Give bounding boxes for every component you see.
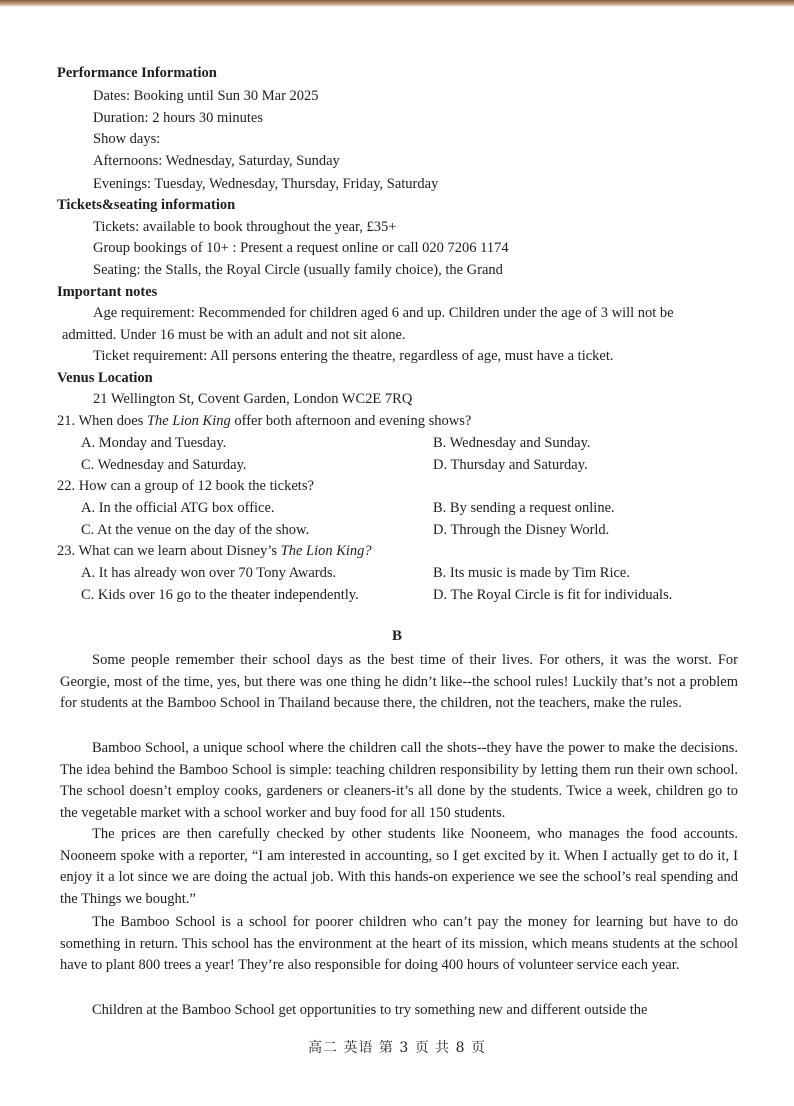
- tickets-group: Group bookings of 10+ : Present a request online or call 020 7206 1174: [93, 240, 509, 256]
- question-21: 21. When does The Lion King offer both afternoon and evening shows?: [57, 413, 472, 429]
- performance-dates: Dates: Booking until Sun 30 Mar 2025: [93, 88, 319, 104]
- tickets-seating: Seating: the Stalls, the Royal Circle (usually family choice), the Grand: [93, 262, 503, 278]
- location-address: 21 Wellington St, Covent Garden, London WC2E 7RQ: [93, 391, 413, 407]
- performance-duration: Duration: 2 hours 30 minutes: [93, 110, 263, 126]
- notes-heading: Important notes: [57, 284, 158, 300]
- passage-paragraph-5: Children at the Bamboo School get opportunities to try something new and different outside the: [92, 1002, 648, 1018]
- q21-option-d: D. Thursday and Saturday.: [433, 457, 588, 473]
- location-heading: Venus Location: [57, 370, 153, 386]
- q22-option-a: A. In the official ATG box office.: [81, 500, 275, 516]
- passage-paragraph-1: Some people remember their school days as the best time of their lives. For others, it was the worst. For Georgie, most of the time, yes, but there was one thing he didn’t like--the school rules! Luckily that’s not a problem for students at the Bamboo School in Thailand because there, the children, not the teachers, make the rules.: [60, 652, 738, 712]
- q22-option-b: B. By sending a request online.: [433, 500, 615, 516]
- question-22: 22. How can a group of 12 book the tickets?: [57, 478, 314, 494]
- q23-option-b: B. Its music is made by Tim Rice.: [433, 565, 630, 581]
- q23-option-a: A. It has already won over 70 Tony Awards.: [81, 565, 337, 581]
- performance-afternoons: Afternoons: Wednesday, Saturday, Sunday: [93, 153, 340, 169]
- question-23: 23. What can we learn about Disney’s The Lion King?: [57, 543, 372, 559]
- passage-paragraph-3: The prices are then carefully checked by other students like Nooneem, who manages the food accounts. Nooneem spoke with a reporter, “I am interested in accounting, so I get excited by it. When I actually get to do it, I enjoy it a lot since we are doing the actual job. With this hands-on experience we see the school’s real spending and the Things we bought.”: [60, 826, 738, 907]
- q22-option-c: C. At the venue on the day of the show.: [81, 522, 310, 538]
- passage-paragraph-4: The Bamboo School is a school for poorer children who can’t pay the money for learning but have to do something in return. This school has the environment at the heart of its mission, which means students at the school have to plant 800 trees a year! They’re also responsible for doing 400 hours of volunteer service each year.: [60, 914, 738, 974]
- q21-option-b: B. Wednesday and Sunday.: [433, 435, 591, 451]
- notes-age-line1: Age requirement: Recommended for children aged 6 and up. Children under the age of 3 will not be: [93, 305, 674, 321]
- q23-option-c: C. Kids over 16 go to the theater independently.: [81, 587, 359, 603]
- performance-heading: Performance Information: [57, 65, 217, 81]
- passage-paragraph-2: Bamboo School, a unique school where the children call the shots--they have the power to make the decisions. The idea behind the Bamboo School is simple: teaching children responsibility by letting them run their own school. The school doesn’t employ cooks, gardeners or cleaners-it’s all done by the students. Twice a week, children go to the vegetable market with a school worker and buy food for all 150 students.: [60, 740, 738, 821]
- performance-evenings: Evenings: Tuesday, Wednesday, Thursday, Friday, Saturday: [93, 176, 439, 192]
- page-footer: 高二 英语 第 3 页 共 8 页: [308, 1040, 486, 1056]
- performance-show-days: Show days:: [93, 131, 161, 147]
- notes-ticket-requirement: Ticket requirement: All persons entering the theatre, regardless of age, must have a ticket.: [93, 348, 614, 364]
- q21-option-c: C. Wednesday and Saturday.: [81, 457, 247, 473]
- notes-age-line2: admitted. Under 16 must be with an adult and not sit alone.: [62, 327, 406, 343]
- q21-option-a: A. Monday and Tuesday.: [81, 435, 227, 451]
- tickets-heading: Tickets&seating information: [57, 197, 236, 213]
- q23-option-d: D. The Royal Circle is fit for individuals.: [433, 587, 673, 603]
- tickets-availability: Tickets: available to book throughout the year, £35+: [93, 219, 397, 235]
- q22-option-d: D. Through the Disney World.: [433, 522, 610, 538]
- section-b-label: B: [391, 628, 402, 644]
